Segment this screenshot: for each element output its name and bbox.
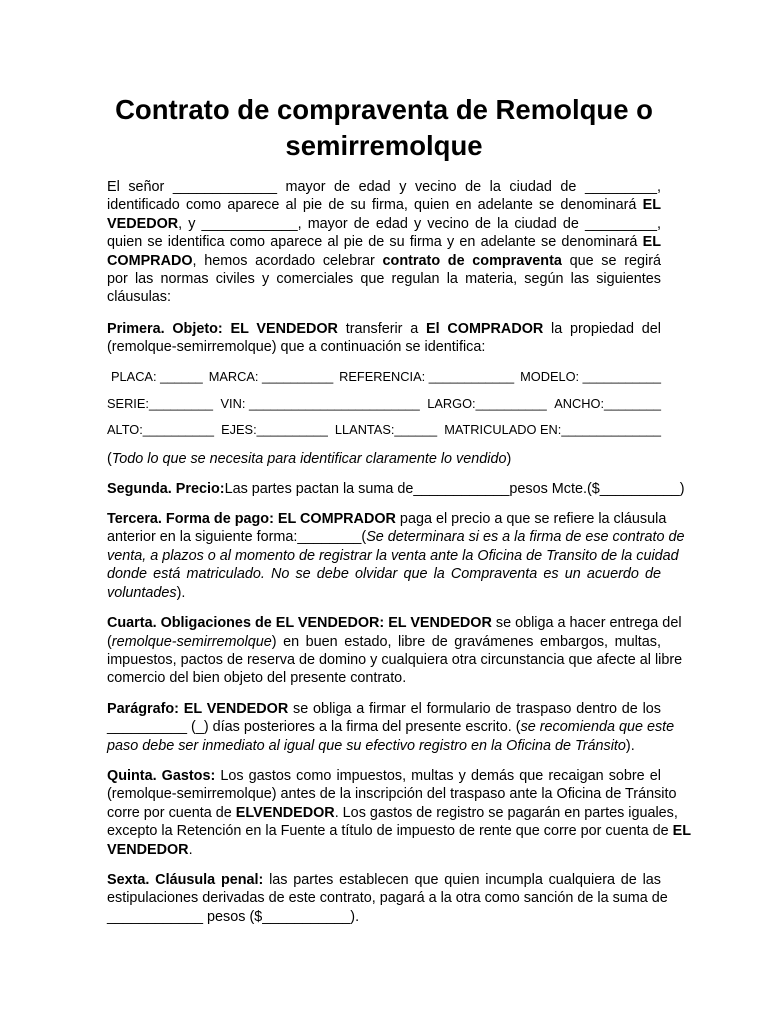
clause-tercera <box>107 510 685 602</box>
clause-line <box>107 841 661 859</box>
clause-line <box>107 700 661 718</box>
clause-line <box>107 528 685 546</box>
text: . Los gastos de registro se pagarán en partes iguales, <box>334 804 678 821</box>
intro-line: cláusulas: <box>107 289 171 306</box>
clause-segunda <box>107 480 685 498</box>
clause-line <box>107 871 661 889</box>
clause-line: comercio del bien objeto del presente contrato. <box>107 670 407 687</box>
bold-text: EL <box>672 823 691 840</box>
clause-quinta <box>107 767 691 859</box>
clause-line: impuestos, pactos de reserva de domino y cualquiera otra circunstancia que afecte al libre <box>107 651 683 668</box>
bold-text: VEDEDOR <box>107 215 179 232</box>
clause-line <box>107 480 685 498</box>
intro-line <box>107 196 661 214</box>
clause-heading: Quinta. Gastos: <box>107 767 216 784</box>
text: , hemos acordado celebrar <box>192 252 383 269</box>
field-matriculado: MATRICULADO EN:______________ <box>444 421 661 437</box>
field-modelo: MODELO: ___________ <box>520 368 661 384</box>
text: se obliga a firmar el formulario de traspaso dentro de los <box>288 700 661 717</box>
text: identificado como aparece al pie de su firma, quien en adelante se denominará <box>107 197 643 214</box>
clause-heading: Cuarta. Obligaciones de EL VENDEDOR: EL VENDEDOR <box>107 615 492 632</box>
text: . <box>188 841 193 858</box>
intro-paragraph <box>107 178 661 307</box>
field-llantas: LLANTAS:______ <box>334 421 438 437</box>
bold-text: VENDEDOR <box>107 841 189 858</box>
clause-line <box>107 633 661 651</box>
text: las partes establecen que quien incumpla cualquiera de las <box>263 871 661 888</box>
field-ejes: EJES:__________ <box>221 421 328 437</box>
text: ( <box>107 633 112 650</box>
clause-heading: Segunda. Precio: <box>107 480 225 497</box>
vehicle-fields <box>107 369 661 438</box>
intro-line <box>107 215 661 233</box>
bold-text: EL <box>642 234 661 251</box>
bold-text: COMPRADO <box>107 252 193 269</box>
title-line-1: Contrato de compraventa de Remolque o <box>115 94 653 125</box>
clause-line <box>107 510 667 528</box>
intro-line: por las normas civiles y comerciales que regulan la materia, según las siguientes <box>107 271 661 288</box>
text: ) en buen estado, libre de gravámenes embargos, multas, <box>271 633 661 650</box>
clause-line <box>107 320 661 338</box>
clause-heading: Primera. Objeto: EL VENDEDOR <box>107 320 338 337</box>
clause-line: estipulaciones derivadas de este contrato, pagará a la otra como sanción de la suma de <box>107 890 668 907</box>
clause-cuarta <box>107 614 683 688</box>
clause-paragrafo <box>107 700 675 755</box>
bold-text: contrato de compraventa <box>382 252 562 269</box>
italic-text: donde está matriculado. No se debe olvidar que la Compraventa es un acuerdo de <box>107 566 661 583</box>
text: ( <box>107 450 112 467</box>
italic-text: venta, a plazos o al momento de registrar la venta ante la Oficina de Transito de la cuidad <box>107 547 679 564</box>
clause-primera <box>107 320 661 357</box>
field-vin: VIN: ________________________ <box>220 395 420 411</box>
clause-line <box>107 718 675 736</box>
text: ). <box>625 737 635 754</box>
italic-text: remolque-semirremolque <box>111 633 272 650</box>
clause-line <box>107 767 661 785</box>
clause-line: ____________ pesos ($___________). <box>107 908 360 925</box>
clause-line <box>107 822 691 840</box>
text: que se regirá <box>561 252 661 269</box>
text: ). <box>176 584 186 601</box>
bold-text: ELVENDEDOR <box>235 804 335 821</box>
field-largo: LARGO:__________ <box>427 395 547 411</box>
clause-line: (remolque-semirremolque) antes de la inscripción del traspaso ante la Oficina de Tránsito <box>107 786 677 803</box>
field-serie: SERIE:_________ <box>107 395 214 411</box>
field-row <box>107 396 661 412</box>
field-referencia: REFERENCIA: ____________ <box>339 368 515 384</box>
text: paga el precio a que se refiere la cláusula <box>395 511 667 528</box>
text: corre por cuenta de <box>107 804 236 821</box>
field-marca: MARCA: __________ <box>208 368 334 384</box>
clause-line <box>107 565 661 583</box>
bold-text: EL <box>642 197 661 214</box>
text: se obliga a hacer entrega del <box>491 615 682 632</box>
text: anterior en la siguiente forma:________( <box>107 529 367 546</box>
text: Los gastos como impuestos, multas y demás que recaigan sobre el <box>215 767 661 784</box>
clause-line <box>107 737 661 755</box>
intro-line <box>107 252 661 270</box>
bold-text: El COMPRADOR <box>426 320 544 337</box>
text: excepto la Retención en la Fuente a título de impuesto de rente que corre por cuenta de <box>107 823 673 840</box>
text: transferir a <box>337 320 426 337</box>
field-ancho: ANCHO:________ <box>554 395 661 411</box>
clause-line: (remolque-semirremolque) que a continuación se identifica: <box>107 339 486 356</box>
field-alto: ALTO:__________ <box>107 421 214 437</box>
document-title <box>107 92 661 164</box>
intro-line <box>107 233 661 251</box>
clause-line <box>107 804 678 822</box>
italic-text: voluntades <box>107 584 177 601</box>
identification-note <box>107 450 661 468</box>
clause-heading: Tercera. Forma de pago: EL COMPRADOR <box>107 511 396 528</box>
italic-text: paso debe ser inmediato al igual que su efectivo registro en la Oficina de Tránsito <box>107 737 626 754</box>
title-line-2: semirremolque <box>285 130 483 161</box>
italic-text: se recomienda que este <box>520 719 675 736</box>
field-row <box>107 422 661 438</box>
italic-text: Se determinara si es a la firma de ese contrato de <box>366 529 685 546</box>
text: la propiedad del <box>543 320 661 337</box>
clause-line <box>107 547 679 565</box>
clause-sexta <box>107 871 668 926</box>
text: Las partes pactan la suma de____________pesos Mcte.($__________) <box>224 480 685 497</box>
italic-text: Todo lo que se necesita para identificar claramente lo vendido <box>111 450 507 467</box>
clause-heading: Sexta. Cláusula penal: <box>107 871 264 888</box>
field-row <box>107 369 661 385</box>
text: ) <box>506 450 512 467</box>
intro-line: El señor _____________ mayor de edad y vecino de la ciudad de _________, <box>107 179 661 195</box>
text: __________ (_) días posteriores a la firma del presente escrito. ( <box>107 719 521 736</box>
clause-line <box>107 584 661 602</box>
field-placa: PLACA: ______ <box>111 368 203 384</box>
clause-heading: Parágrafo: EL VENDEDOR <box>107 700 289 717</box>
text: quien se identifica como aparece al pie de su firma y en adelante se denominará <box>107 234 643 251</box>
text: , y ____________, mayor de edad y vecino de la ciudad de _________, <box>178 215 661 232</box>
clause-line <box>107 614 682 632</box>
